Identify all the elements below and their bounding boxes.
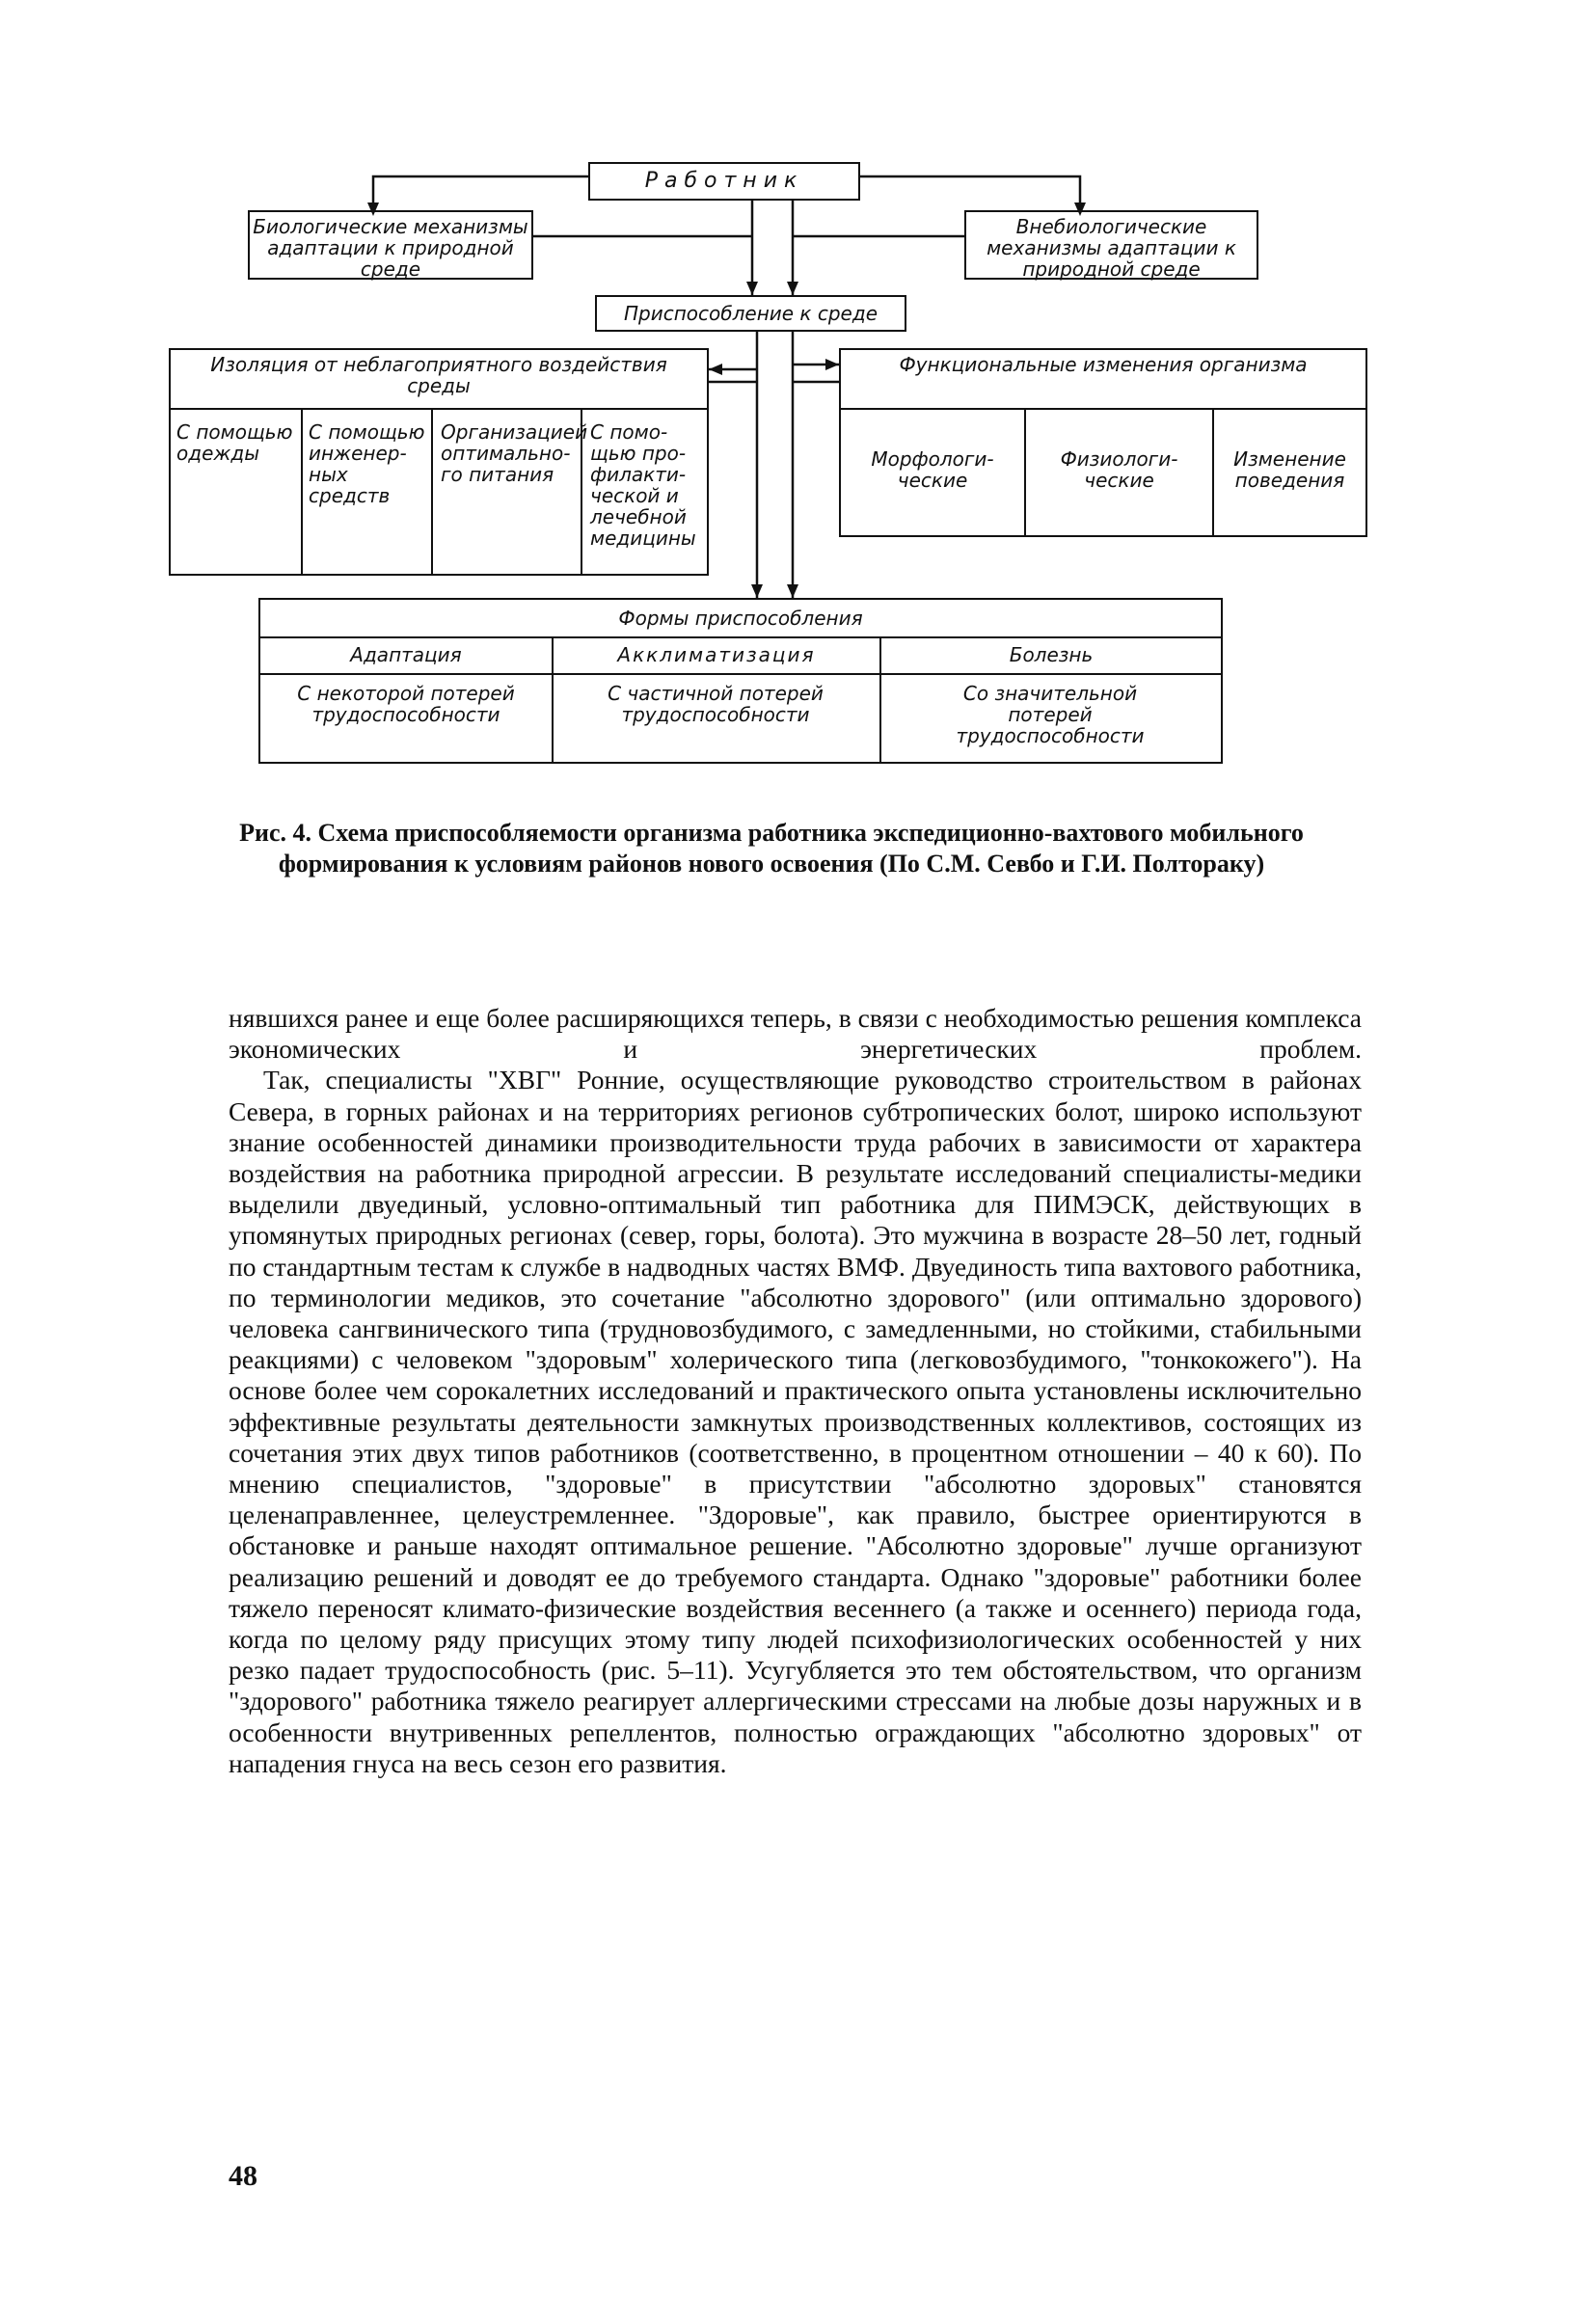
form-adaptation: Адаптация — [260, 638, 552, 675]
isolation-item-clothing: С помощью одежды — [176, 420, 293, 465]
isolation-item-engineering: С помощью инженер-ных средств — [301, 410, 431, 574]
figure-caption: Рис. 4. Схема приспособляемости организма работника экспедиционно-вахтового мобильного формирования к условиям районов нового освоения (По С.М. Севбо и Г.И. Полтораку) — [239, 819, 1304, 878]
form-adaptation-desc: С некоторой потерей трудоспособности — [297, 682, 515, 726]
biological-box — [248, 210, 533, 280]
form-disease: Болезнь — [879, 638, 1221, 762]
form-disease-desc: Со значительной потерей трудоспособности — [956, 682, 1145, 747]
forms-block — [258, 598, 1223, 764]
form-acclimatization-desc: С частичной потерей трудоспособности — [608, 682, 824, 726]
functional-item-physiological: Физиологи-ческие — [1024, 410, 1212, 535]
functional-item-morphological: Морфологи-ческие — [871, 447, 994, 492]
paragraph-main: Так, специалисты "ХВГ" Ронние, осуществляющие руководство строительством в районах Севера, в горных районах и на территориях регионов субтропических болот, широко используют знание особенностей динамики производительности труда рабочих в зависимости от характера воздействия на работника природной агрессии. В результате исследований специалисты-медики выделили двуединый, условно-оптимальный тип работника для ПИМЭСК, действующих в упомянутых природных регионах (север, горы, болота). Это мужчина в возрасте 28–50 лет, годный по стандартным тестам к службе в надводных частях ВМФ. Двуединость типа вахтового работника, по терминологии медиков, это сочетание "абсолютно здорового" (или оптимально здорового) человека сангвинического типа (трудновозбудимого, с замедленными, но стойкими, стабильными реакциями) с человеком "здоровым" холерического типа (легковозбудимого, "тонкокожего"). На основе более чем сорокалетних исследований и практического опыта установлены исключительно эффективные результаты деятельности замкнутых производственных коллективов, состоящих из сочетания этих двух типов работников (соответственно, в процентном отношении – 40 к 60). По мнению специалистов, "здоровые" в присутствии "абсолютно здоровых" становятся целенаправленнее, целеустремленнее. "Здоровые", как правило, быстрее ориентируются в обстановке и раньше находят оптимальное решение. "Абсолютно здоровые" лучше организуют реализацию решений и доводят ее до требуемого стандарта. Однако "здоровые" работники более тяжело переносят климато-физические воздействия весеннего (а также и осеннего) периода года, когда по целому ряду присущих этому типу людей психофизиологических особенностей у них резко падает трудоспособность (рис. 5–11). Усугубляется это тем обстоятельством, что организм "здорового" работника тяжело реагирует аллергическими стрессами на любые дозы наружных и в особенности внутривенных репеллентов, полностью ограждающих "абсолютно здоровых" от нападения гнуса на весь сезон его развития. — [229, 1065, 1362, 1778]
page-number: 48 — [229, 2160, 257, 2192]
isolation-block — [169, 348, 709, 576]
isolation-item-nutrition: Организацией оптимально-го питания — [431, 410, 581, 574]
adaptation-diagram — [0, 0, 1595, 771]
functional-title: Функциональные изменения организма — [841, 354, 1365, 410]
adaptation-box — [595, 295, 906, 332]
body-text — [229, 1003, 1362, 1779]
biological-label: Биологические механизмы адаптации к природной среде — [253, 215, 528, 281]
nonbiological-box — [964, 210, 1258, 280]
form-acclimatization: Акклиматизация — [552, 638, 879, 762]
isolation-item-medicine: С помо-щью про-филакти-ческой и лечебной медицины — [581, 410, 707, 574]
adaptation-label: Приспособление к среде — [624, 302, 878, 325]
worker-label: Работник — [644, 169, 804, 193]
nonbiological-label: Внебиологические механизмы адаптации к природной среде — [987, 215, 1236, 281]
functional-item-behavior: Изменение поведения — [1212, 410, 1365, 535]
forms-title: Формы приспособления — [260, 600, 1221, 638]
isolation-title: Изоляция от неблагоприятного воздействия среды — [171, 354, 707, 410]
paragraph-continuation: нявшихся ранее и еще более расширяющихся теперь, в связи с необходимостью решения комплекса экономических и энергетических проблем. — [229, 1003, 1362, 1065]
functional-block — [839, 348, 1367, 537]
worker-box — [588, 162, 860, 201]
